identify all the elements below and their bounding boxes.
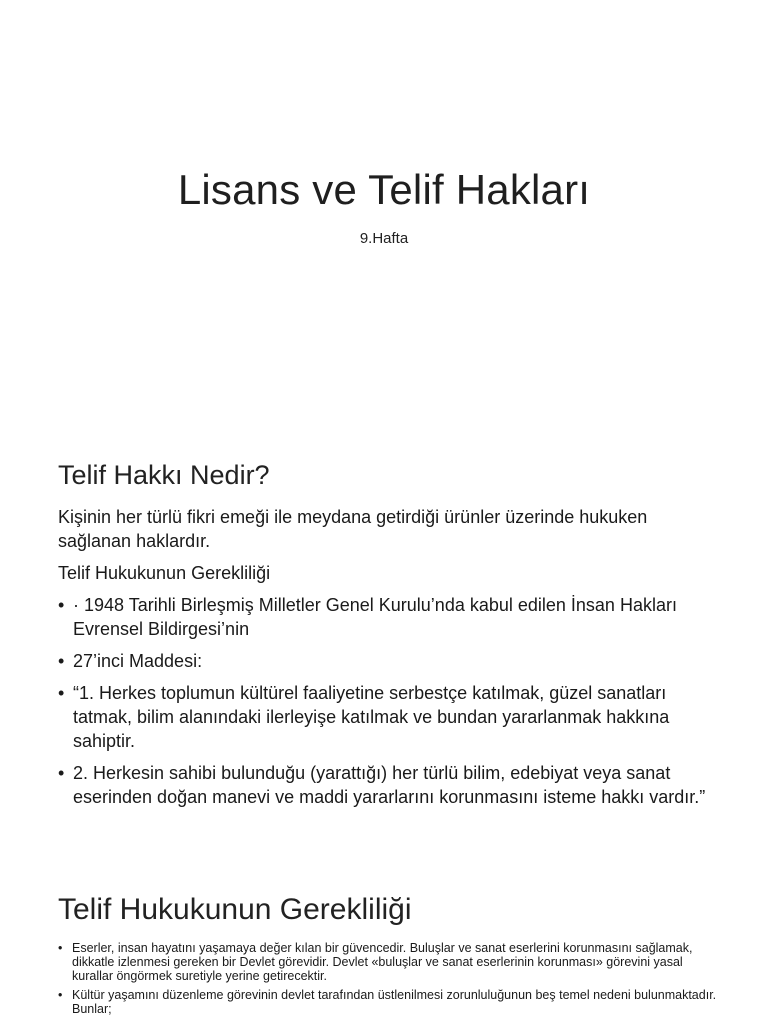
list-item-text: Eserler, insan hayatını yaşamaya değer kılan bir güvencedir. Buluşlar ve sanat eserlerini korunmasını sağlamak, dikkatle izlenmesi gereken bir Devlet görevidir. Devlet «buluşlar ve sanat eserlerinin korunması» görevini yasal kurallar öngörmek suretiyle yerine getirecektir. (72, 941, 693, 983)
slide-body (58, 505, 718, 817)
list-item-text: 2. Herkesin sahibi bulunduğu (yarattığı) her türlü bilim, edebiyat veya sanat eserinden doğan manevi ve maddi yararlarını korunmasını isteme hakkı vardır.” (73, 763, 706, 807)
list-item (58, 941, 723, 983)
bullet-icon: • (58, 941, 63, 955)
bullet-icon: • (58, 763, 65, 783)
bullet-list (58, 941, 723, 1016)
bullet-icon: • (58, 683, 65, 703)
slide-title: Lisans ve Telif Hakları (177, 166, 591, 213)
content-slide-telif-gerekliligi (0, 864, 768, 1024)
list-item (58, 593, 718, 641)
slide-heading: Telif Hukukunun Gerekliliği (58, 893, 412, 926)
list-item-text: Kültür yaşamını düzenleme görevinin devlet tarafından üstlenilmesi zorunluluğunun beş temel nedeni bulunmaktadır. Bunlar; (72, 988, 717, 1016)
list-item-text: 27’inci Maddesi: (73, 651, 203, 671)
list-item (58, 988, 723, 1016)
bullet-list (58, 593, 718, 809)
list-item (58, 649, 718, 673)
bullet-icon: • (58, 595, 65, 615)
list-item (58, 681, 718, 753)
slide-subtitle: 9.Hafta (359, 230, 409, 247)
subheading-paragraph: Telif Hukukunun Gerekliliği (58, 563, 271, 583)
title-slide (0, 0, 768, 432)
definition-paragraph: Kişinin her türlü fikri emeği ile meydana getirdiği ürünler üzerinde hukuken sağlanan haklardır. (58, 507, 648, 551)
bullet-icon: • (58, 988, 63, 1002)
list-item (58, 761, 718, 809)
slide-body (58, 941, 723, 1021)
bullet-icon: • (58, 651, 65, 671)
list-item-text: “1. Herkes toplumun kültürel faaliyetine serbestçe katılmak, güzel sanatları tatmak, bilim alanındaki ilerleyişe katılmak ve bundan yararlanmak hakkına sahiptir. (73, 683, 670, 751)
content-slide-telif-nedir (0, 432, 768, 864)
list-item-text: · 1948 Tarihli Birleşmiş Milletler Genel Kurulu’nda kabul edilen İnsan Hakları Evrensel Bildirgesi’nin (73, 595, 677, 639)
slide-heading: Telif Hakkı Nedir? (58, 460, 270, 490)
